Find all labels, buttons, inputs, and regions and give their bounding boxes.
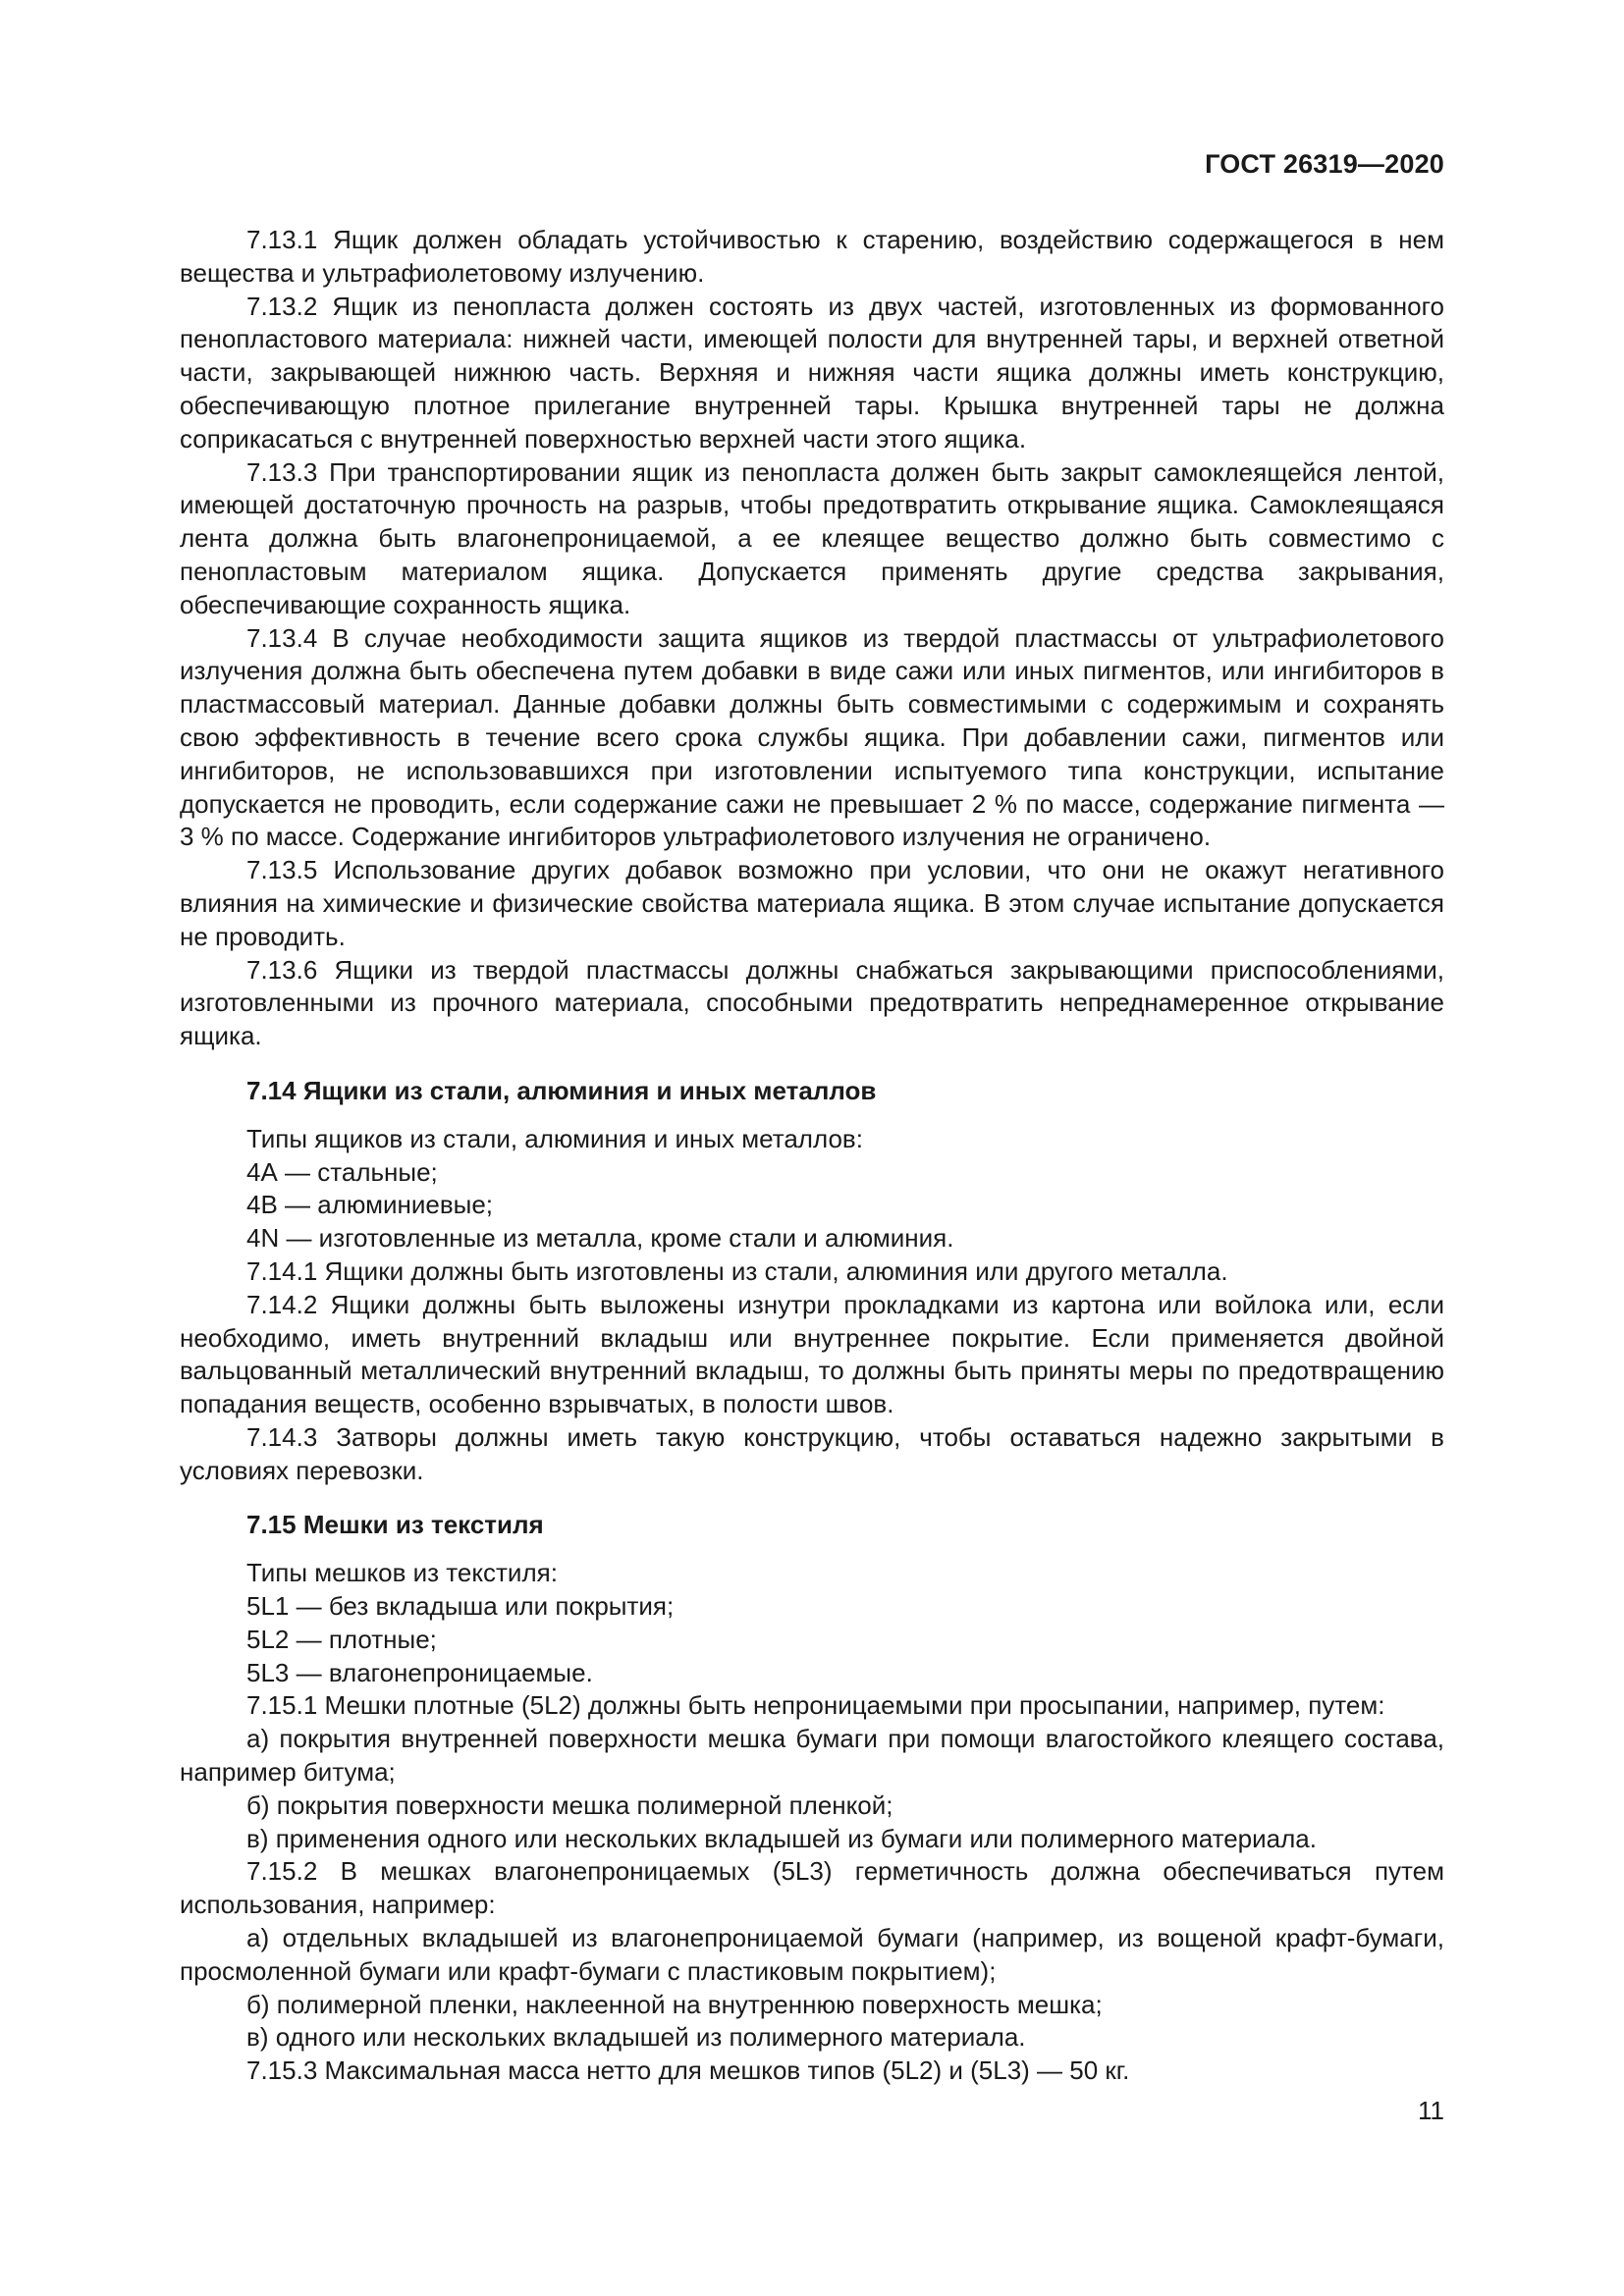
section-heading-7-15: 7.15 Мешки из текстиля	[246, 1510, 544, 1540]
list-item-4a: 4А — стальные;	[246, 1156, 438, 1187]
list-intro-7-14: Типы ящиков из стали, алюминия и иных металлов:	[246, 1123, 863, 1153]
paragraph-7-13-3: 7.13.3 При транспортировании ящик из пенопласта должен быть закрыт самоклеящейся лентой, имеющей достаточную прочность на разрыв, чтобы предотвратить открывание ящика. Самоклеящаяся лента должна быть влагонепроницаемой, а ее клеящее вещество должно быть совместимо с пенопластовым материалом ящика. Допускается применять другие средства закрывания, обеспечивающие сохранность ящика.	[180, 456, 1444, 619]
paragraph-7-14-2: 7.14.2 Ящики должны быть выложены изнутри прокладками из картона или войлока или, если необходимо, иметь внутренний вкладыш или внутреннее покрытие. Если применяется двойной вальцованный металлический внутренний вкладыш, то должны быть приняты меры по предотвращению попадания веществ, особенно взрывчатых, в полости швов.	[180, 1289, 1444, 1419]
page-content	[180, 224, 1444, 2088]
paragraph-7-15-2-a: а) отдельных вкладышей из влагонепроницаемой бумаги (например, из вощеной крафт-бумаги, просмоленной бумаги или крафт-бумаги с пластиковым покрытием);	[180, 1923, 1444, 1986]
paragraph-7-14-1: 7.14.1 Ящики должны быть изготовлены из стали, алюминия или другого металла.	[246, 1255, 1228, 1286]
paragraph-7-15-2-c: в) одного или нескольких вкладышей из полимерного материала.	[246, 2022, 1026, 2053]
list-item-5l1: 5L1 — без вкладыша или покрытия;	[246, 1591, 675, 1622]
paragraph-7-13-2: 7.13.2 Ящик из пенопласта должен состоять из двух частей, изготовленных из формованного пенопластового материала: нижней части, имеющей полости для внутренней тары, и верхней ответной части, закрывающей нижнюю часть. Верхняя и нижняя части ящика должны иметь конструкцию, обеспечивающую плотное прилегание внутренней тары. Крышка внутренней тары не должна соприкасаться с внутренней поверхностью верхней части этого ящика.	[180, 291, 1444, 454]
list-item-4b: 4В — алюминиевые;	[246, 1190, 494, 1220]
paragraph-7-15-1: 7.15.1 Мешки плотные (5L2) должны быть непроницаемыми при просыпании, например, путем:	[246, 1690, 1385, 1721]
list-intro-7-15: Типы мешков из текстиля:	[246, 1558, 558, 1588]
paragraph-7-15-2-b: б) полимерной пленки, наклеенной на внутреннюю поверхность мешка;	[246, 1989, 1103, 2019]
paragraph-7-14-3: 7.14.3 Затворы должны иметь такую конструкцию, чтобы оставаться надежно закрытыми в условиях перевозки.	[180, 1421, 1444, 1485]
paragraph-7-13-5: 7.13.5 Использование других добавок возможно при условии, что они не окажут негативного влияния на химические и физические свойства материала ящика. В этом случае испытание допускается не проводить.	[180, 855, 1444, 951]
list-item-4n: 4N — изготовленные из металла, кроме стали и алюминия.	[246, 1223, 954, 1254]
paragraph-7-15-1-a: а) покрытия внутренней поверхности мешка бумаги при помощи влагостойкого клеящего состава, например битума;	[180, 1724, 1444, 1788]
paragraph-7-13-1: 7.13.1 Ящик должен обладать устойчивостью к старению, воздействию содержащегося в нем вещества и ультрафиолетовому излучению.	[180, 225, 1444, 288]
paragraph-7-13-6: 7.13.6 Ящики из твердой пластмассы должны снабжаться закрывающими приспособлениями, изготовленными из прочного материала, способными предотвратить непреднамеренное открывание ящика.	[180, 954, 1444, 1051]
document-header: ГОСТ 26319—2020	[1205, 149, 1444, 179]
page-number: 11	[1418, 2096, 1444, 2125]
paragraph-7-15-1-b: б) покрытия поверхности мешка полимерной пленкой;	[246, 1789, 893, 1820]
paragraph-7-15-3: 7.15.3 Максимальная масса нетто для мешков типов (5L2) и (5L3) — 50 кг.	[246, 2056, 1130, 2086]
paragraph-7-15-1-c: в) применения одного или нескольких вкладышей из бумаги или полимерного материала.	[246, 1823, 1317, 1853]
list-item-5l3: 5L3 — влагонепроницаемые.	[246, 1657, 593, 1687]
paragraph-7-15-2: 7.15.2 В мешках влагонепроницаемых (5L3) герметичность должна обеспечиваться путем использования, например:	[180, 1856, 1444, 1920]
list-item-5l2: 5L2 — плотные;	[246, 1624, 437, 1654]
section-heading-7-14: 7.14 Ящики из стали, алюминия и иных металлов	[246, 1075, 877, 1105]
paragraph-7-13-4: 7.13.4 В случае необходимости защита ящиков из твердой пластмассы от ультрафиолетового излучения должна быть обеспечена путем добавки в виде сажи или иных пигментов, или ингибиторов в пластмассовый материал. Данные добавки должны быть совместимыми с содержимым и сохранять свою эффективность в течение всего срока службы ящика. При добавлении сажи, пигментов или ингибиторов, не использовавшихся при изготовлении испытуемого типа конструкции, испытание допускается не проводить, если содержание сажи не превышает 2 % по массе, содержание пигмента — 3 % по массе. Содержание ингибиторов ультрафиолетового излучения не ограничено.	[180, 622, 1444, 852]
